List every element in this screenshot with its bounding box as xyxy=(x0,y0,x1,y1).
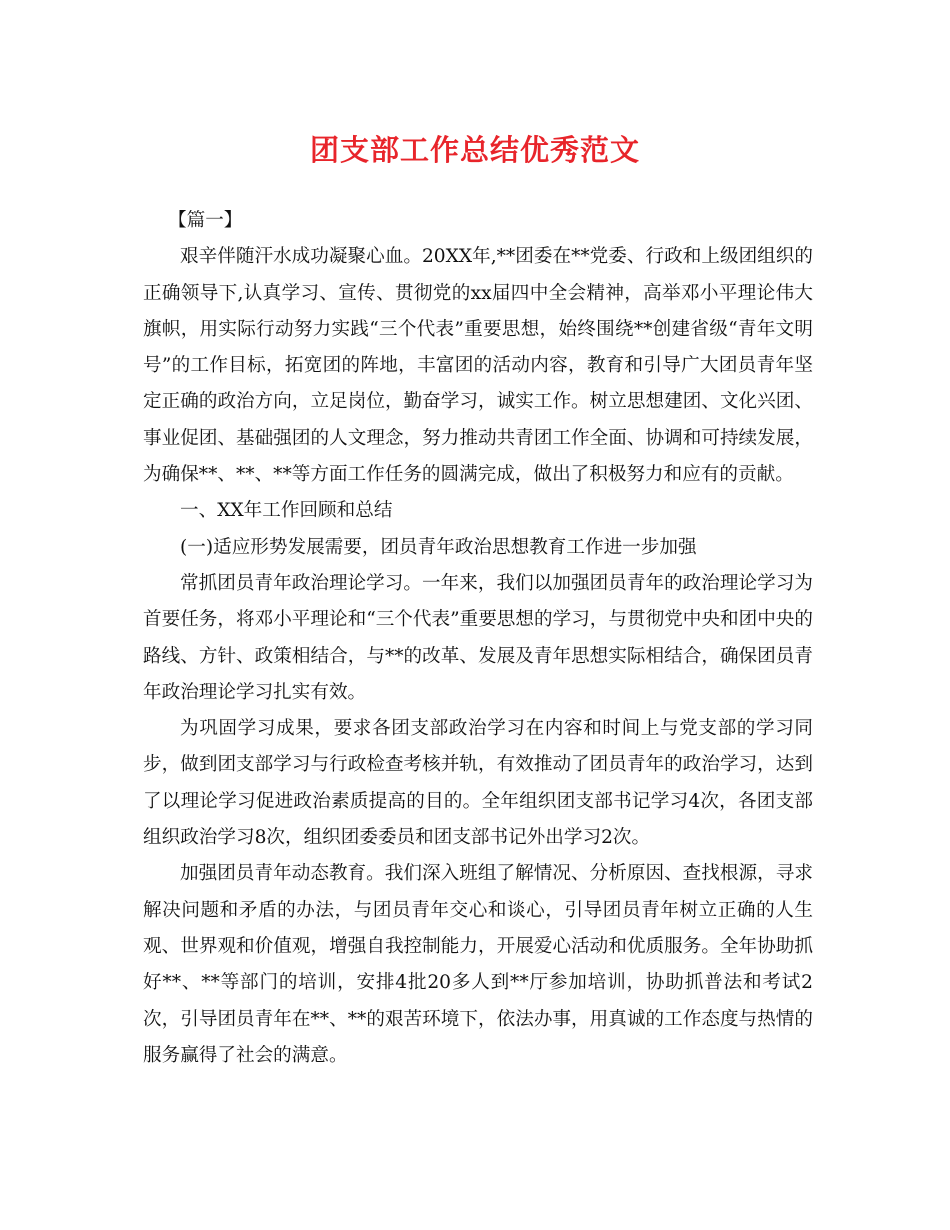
paragraph-dynamic-education: 加强团员青年动态教育。我们深入班组了解情况、分析原因、查找根源，寻求解决问题和矛盾的办法，与团员青年交心和谈心，引导团员青年树立正确的人生观、世界观和价值观，增强自我控制能力，开展爱心活动和优质服务。全年协助抓好**、**等部门的培训，安排4批20多人到**厅参加培训，协助抓普法和考试2次，引导团员青年在**、**的艰苦环境下，依法办事，用真诚的工作态度与热情的服务赢得了社会的满意。 xyxy=(143,863,813,1066)
document-body xyxy=(143,203,813,1074)
section-tag: 【篇一】 xyxy=(168,210,243,231)
paragraph-consolidate: 为巩固学习成果，要求各团支部政治学习在内容和时间上与党支部的学习同步，做到团支部学习与行政检查考核并轨，有效推动了团员青年的政治学习，达到了以理论学习促进政治素质提高的目的。全年组织团支部书记学习4次，各团支部组织政治学习8次，组织团委委员和团支部书记外出学习2次。 xyxy=(143,718,813,849)
subheading-one: (一)适应形势发展需要，团员青年政治思想教育工作进一步加强 xyxy=(180,536,697,558)
document-title: 团支部工作总结优秀范文 xyxy=(309,133,640,167)
paragraph-intro: 艰辛伴随汗水成功凝聚心血。20XX年,**团委在**党委、行政和上级团组织的正确领导下,认真学习、宣传、贯彻党的xx届四中全会精神，高举邓小平理论伟大旗帜，用实际行动努力实践“三个代表”重要思想，始终围绕**创建省级“青年文明号”的工作目标，拓宽团的阵地，丰富团的活动内容，教育和引导广大团员青年坚定正确的政治方向，立足岗位，勤奋学习，诚实工作。树立思想建团、文化兴团、事业促团、基础强团的人文理念，努力推动共青团工作全面、协调和可持续发展，为确保**、**、**等方面工作任务的圆满完成，做出了积极努力和应有的贡献。 xyxy=(143,246,813,486)
paragraph-theory-study: 常抓团员青年政治理论学习。一年来，我们以加强团员青年的政治理论学习为首要任务，将邓小平理论和“三个代表”重要思想的学习，与贯彻党中央和团中央的路线、方针、政策相结合，与**的改革、发展及青年思想实际相结合，确保团员青年政治理论学习扎实有效。 xyxy=(143,572,813,703)
heading-section-one: 一、XX年工作回顾和总结 xyxy=(180,500,393,522)
